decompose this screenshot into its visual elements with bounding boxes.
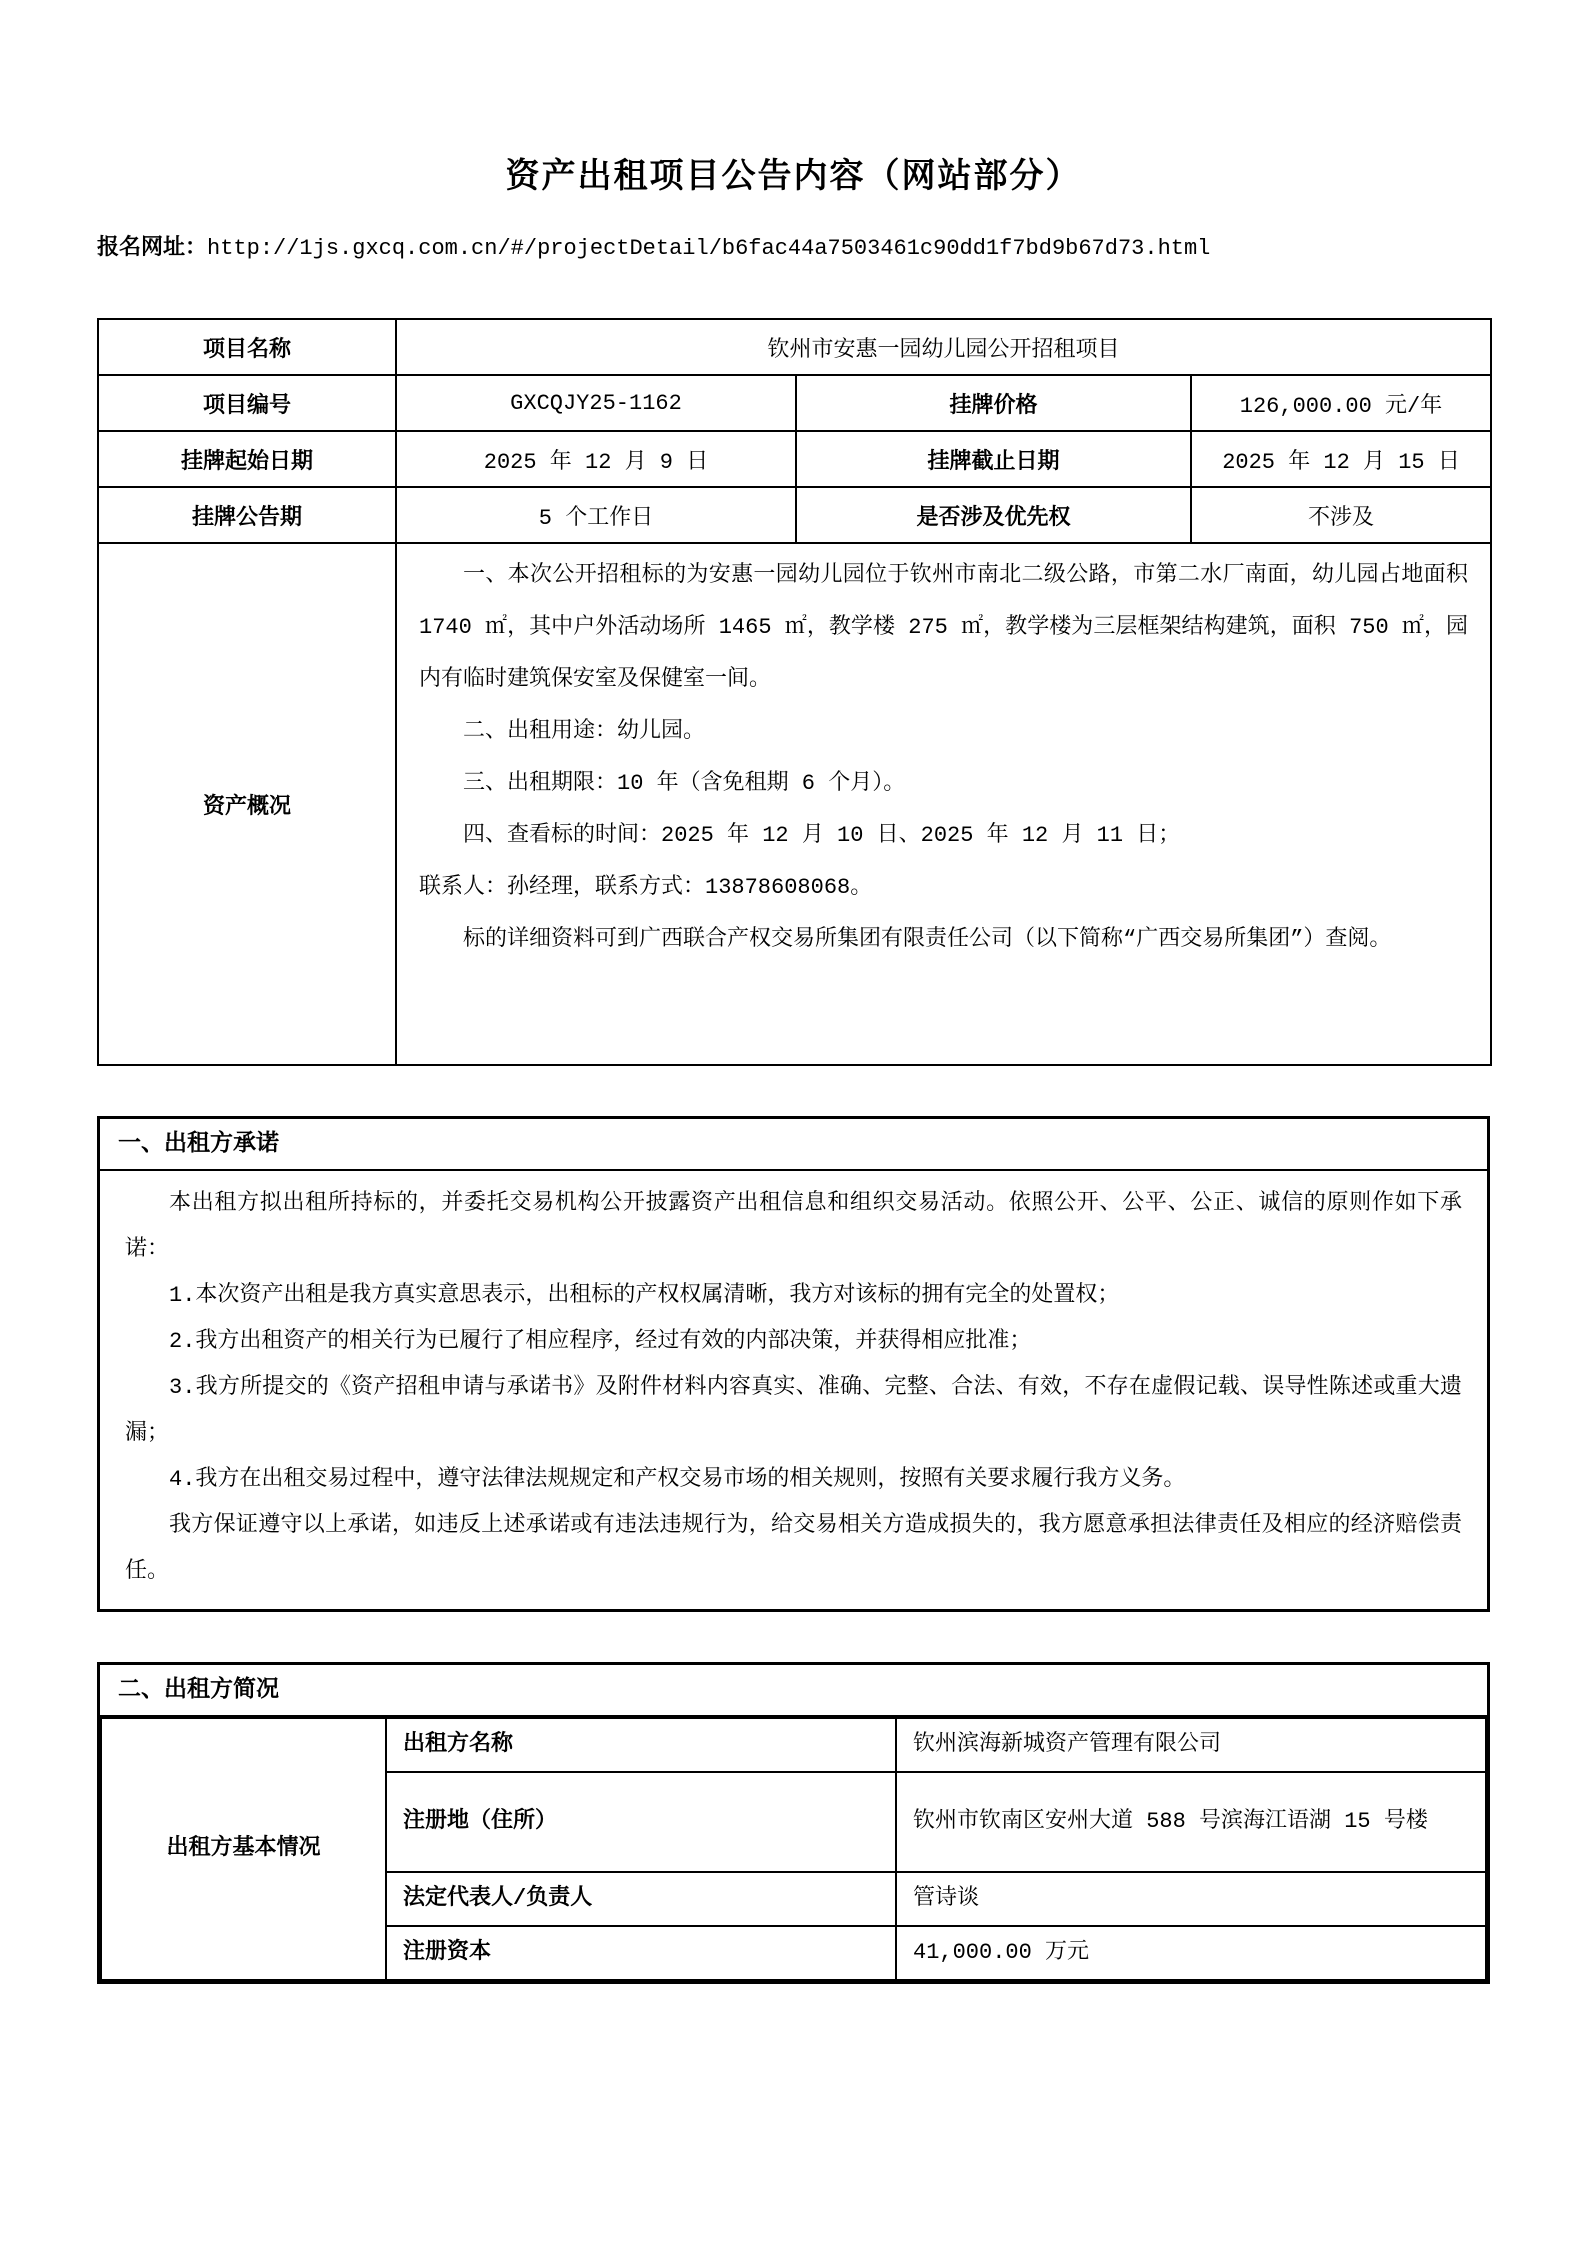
project-number-label: 项目编号 [98,375,396,431]
overview-paragraph: 标的详细资料可到广西联合产权交易所集团有限责任公司（以下简称“广西交易所集团”）查阅。 [463,927,1392,952]
registration-url-label: 报名网址： [97,236,208,261]
legal-representative-label: 法定代表人/负责人 [386,1872,896,1926]
listing-price-value: 126,000.00 元/年 [1191,375,1491,431]
registered-capital-label: 注册资本 [386,1926,896,1980]
section-one-heading: 一、出租方承诺 [100,1119,1487,1171]
project-name-label: 项目名称 [98,319,396,375]
section-two-heading: 二、出租方简况 [100,1665,1487,1717]
project-name-value: 钦州市安惠一园幼儿园公开招租项目 [396,319,1491,375]
overview-paragraph: 一、本次公开招租标的为安惠一园幼儿园位于钦州市南北二级公路，市第二水厂南面，幼儿园占地面积 1740 ㎡，其中户外活动场所 1465 ㎡，教学楼 275 ㎡，教学楼为三层框架结构建筑，面积 750 ㎡，园内有临时建筑保安室及保健室一间。 [419,563,1469,692]
commitment-paragraph: 2.我方出租资产的相关行为已履行了相应程序，经过有效的内部决策，并获得相应批准； [169,1329,1032,1354]
lessor-profile-table [100,1717,1487,1981]
lessor-commitment-section [97,1116,1490,1612]
overview-paragraph: 联系人：孙经理，联系方式：13878608068。 [419,875,873,900]
lessor-name-label: 出租方名称 [386,1718,896,1772]
overview-paragraph: 四、查看标的时间：2025 年 12 月 10 日、2025 年 12 月 11 日； [463,823,1181,848]
overview-paragraph: 二、出租用途：幼儿园。 [463,719,706,744]
listing-end-date-value: 2025 年 12 月 15 日 [1191,431,1491,487]
priority-right-value: 不涉及 [1191,487,1491,543]
legal-representative-value: 管诗谈 [896,1872,1486,1926]
commitment-paragraph: 1.本次资产出租是我方真实意思表示，出租标的产权权属清晰，我方对该标的拥有完全的处置权； [169,1283,1120,1308]
project-number-value: GXCQJY25-1162 [396,375,796,431]
page-title: 资产出租项目公告内容（网站部分） [505,160,1082,198]
commitment-paragraph: 4.我方在出租交易过程中，遵守法律法规规定和产权交易市场的相关规则，按照有关要求履行我方义务。 [169,1467,1186,1492]
project-info-table [97,318,1492,1066]
lessor-profile-section [97,1662,1490,1984]
registered-address-label: 注册地（住所） [386,1772,896,1872]
registration-url-line [97,232,1490,266]
asset-overview-content [396,543,1491,1065]
announcement-period-value: 5 个工作日 [396,487,796,543]
listing-start-date-label: 挂牌起始日期 [98,431,396,487]
listing-start-date-value: 2025 年 12 月 9 日 [396,431,796,487]
listing-price-label: 挂牌价格 [796,375,1191,431]
asset-overview-label: 资产概况 [98,543,396,1065]
overview-paragraph: 三、出租期限：10 年（含免租期 6 个月）。 [463,771,906,796]
lessor-name-value: 钦州滨海新城资产管理有限公司 [896,1718,1486,1772]
registered-capital-value: 41,000.00 万元 [896,1926,1486,1980]
registered-address-value: 钦州市钦南区安州大道 588 号滨海江语湖 15 号楼 [896,1772,1486,1872]
document-page [97,0,1490,1984]
lessor-basic-info-label: 出租方基本情况 [101,1718,386,1980]
registration-url[interactable]: http://1js.gxcq.com.cn/#/projectDetail/b6fac44a7503461c90dd1f7bd9b67d73.html [207,236,1211,261]
section-one-body [100,1171,1487,1609]
announcement-period-label: 挂牌公告期 [98,487,396,543]
commitment-paragraph: 本出租方拟出租所持标的，并委托交易机构公开披露资产出租信息和组织交易活动。依照公开、公平、公正、诚信的原则作如下承诺： [125,1191,1462,1262]
priority-right-label: 是否涉及优先权 [796,487,1191,543]
commitment-paragraph: 3.我方所提交的《资产招租申请与承诺书》及附件材料内容真实、准确、完整、合法、有效，不存在虚假记载、误导性陈述或重大遗漏； [125,1375,1462,1446]
listing-end-date-label: 挂牌截止日期 [796,431,1191,487]
commitment-paragraph: 我方保证遵守以上承诺，如违反上述承诺或有违法违规行为，给交易相关方造成损失的，我方愿意承担法律责任及相应的经济赔偿责任。 [125,1513,1462,1584]
